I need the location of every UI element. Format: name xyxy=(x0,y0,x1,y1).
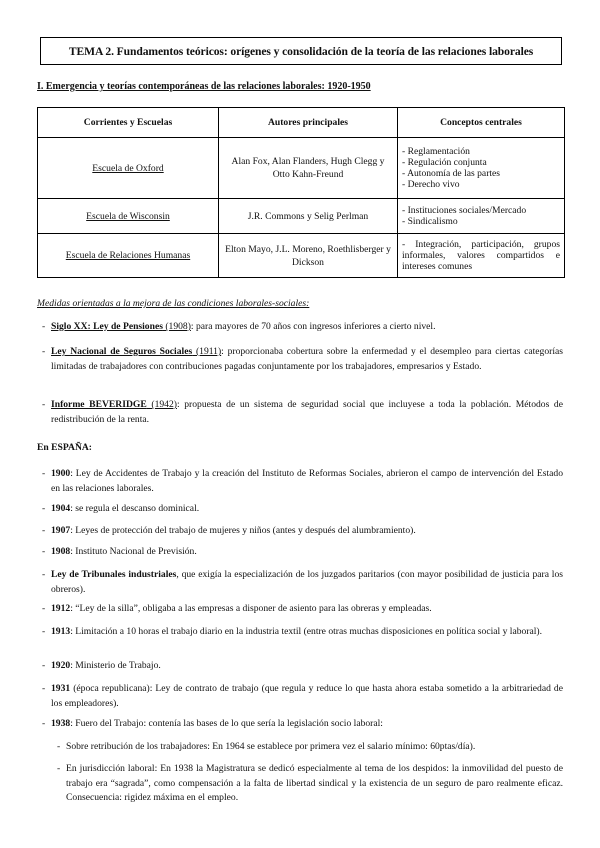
spain-item-lead: 1913 xyxy=(51,626,71,637)
concept-item: - Sindicalismo xyxy=(402,216,458,227)
measure-lead: Siglo XX: Ley de Pensiones xyxy=(51,321,163,332)
spain-sub-mid: : En xyxy=(154,763,174,774)
concept-item: - Derecho vivo xyxy=(402,179,460,190)
concept-item: - Integración, participación, grupos informales, valores compartidos e intereses comunes xyxy=(402,239,560,272)
measure-item: - Ley Nacional de Seguros Sociales (1911): proporcionaba cobertura sobre la enfermedad y el desempleo para ciertas categorías limitadas de trabajadores con contribuciones pagadas conjuntamente por los trabajadores, empresarios y Estado. xyxy=(42,346,563,372)
spain-item-text: : Ministerio de Trabajo. xyxy=(70,660,161,671)
spain-item: - 1920: Ministerio de Trabajo. xyxy=(42,660,161,671)
page-title xyxy=(40,37,562,65)
measure-text: : para mayores de 70 años con ingresos inferiores a cierto nivel. xyxy=(190,321,436,332)
school-authors: Elton Mayo, J.L. Moreno, Roethlisberger y Dickson xyxy=(219,234,398,278)
spain-item: - 1913: Limitación a 10 horas el trabajo diario en la industria textil (entre otras muchas disposiciones en política social y laboral). xyxy=(42,626,543,637)
section-heading: I. Emergencia y teorías contemporáneas de las relaciones laborales: 1920-1950 xyxy=(37,81,371,92)
spain-item: - 1904: se regula el descanso dominical. xyxy=(42,503,200,514)
measure-lead: Informe BEVERIDGE xyxy=(51,399,147,410)
school-name: Escuela de Oxford xyxy=(38,138,219,199)
spain-item-text: : Instituto Nacional de Previsión. xyxy=(70,546,197,557)
concept-item: - Reglamentación xyxy=(402,146,470,157)
table-row xyxy=(38,234,565,278)
school-concepts xyxy=(398,138,565,199)
schools-table xyxy=(37,107,565,278)
concept-item: - Regulación conjunta xyxy=(402,157,487,168)
school-name: Escuela de Wisconsin xyxy=(38,199,219,234)
spain-sub-item: - En jurisdicción laboral: En 1938 la Magistratura se dedicó especialmente al tema de los despidos: la inmovilidad del puesto de trabajo era “sagrada”, como compensación a la falta de libertad sindical y la existencia de un seguro de paro realmente eficaz. Consecuencia: rigidez máxima en el empleo. xyxy=(57,763,563,803)
spain-sub-lead: En jurisdicción laboral xyxy=(66,763,155,774)
spain-item-text: : Ley de Accidentes de Trabajo y la creación del Instituto de Reformas Sociales, abrieron el campo de intervención del Estado en las relaciones laborales. xyxy=(51,468,563,494)
spain-item-lead: 1900 xyxy=(51,468,71,479)
table-header-row xyxy=(38,108,565,138)
table-row xyxy=(38,199,565,234)
measures-heading: Medidas orientadas a la mejora de las condiciones laborales-sociales: xyxy=(37,298,310,309)
measure-item: - Siglo XX: Ley de Pensiones (1908): para mayores de 70 años con ingresos inferiores a cierto nivel. xyxy=(42,321,436,332)
spain-item-lead: 1908 xyxy=(51,546,71,557)
school-concepts xyxy=(398,199,565,234)
spain-item-lead: 1904 xyxy=(51,503,71,514)
spain-item-text: : se regula el descanso dominical. xyxy=(70,503,200,514)
school-concepts xyxy=(398,234,565,278)
spain-sub-text: la Magistratura se dedicó especialmente al tema de los despidos: la inmovilidad del puesto de trabajo era “sagrada”, como compensación a la falta de libertad sindical y la existencia de un seguro de paro realmente eficaz. Consecuencia: rigidez máxima en el empleo. xyxy=(66,763,563,803)
measure-lead: Ley Nacional de Seguros Sociales xyxy=(51,346,193,357)
school-authors: Alan Fox, Alan Flanders, Hugh Clegg y Otto Kahn-Freund xyxy=(219,138,398,199)
measure-item: - Informe BEVERIDGE (1942): propuesta de un sistema de seguridad social que incluyese a toda la población. Métodos de redistribución de la renta. xyxy=(42,399,563,425)
spain-item-lead: Ley de Tribunales industriales xyxy=(51,569,177,580)
spain-sub-lead: Sobre retribución de los trabajadores xyxy=(66,741,208,752)
spain-item-lead: 1938 xyxy=(51,718,71,729)
spain-sub-text: se establece por primera vez el salario mínimo: 60ptas/día). xyxy=(244,741,476,752)
page-title-text: TEMA 2. Fundamentos teóricos: orígenes y consolidación de la teoría de las relaciones laborales xyxy=(68,44,534,58)
spain-item-text: : “Ley de la silla”, obligaba a las empresas a disponer de asiento para las obreras y empleadas. xyxy=(70,603,432,614)
spain-item-text: , que exigía la especialización de los juzgados paritarios (con mayor posibilidad de justicia para los obreros). xyxy=(51,569,563,595)
spain-item: - 1908: Instituto Nacional de Previsión. xyxy=(42,546,197,557)
spain-item: - Ley de Tribunales industriales, que exigía la especialización de los juzgados paritarios (con mayor posibilidad de justicia para los obreros). xyxy=(42,569,563,595)
table-header: Corrientes y Escuelas xyxy=(38,108,219,138)
spain-sub-year: 1964 xyxy=(225,741,245,752)
measure-text: : propuesta de un sistema de seguridad social que incluyese a toda la población. Métodos de redistribución de la renta. xyxy=(51,399,563,425)
measure-year: (1911) xyxy=(192,346,222,357)
spain-sub-item: - Sobre retribución de los trabajadores: En 1964 se establece por primera vez el salario mínimo: 60ptas/día). xyxy=(57,741,476,752)
table-header: Autores principales xyxy=(219,108,398,138)
spain-item-text: : Leyes de protección del trabajo de mujeres y niños (antes y después del alumbramiento). xyxy=(70,525,416,536)
spain-item-text: : Limitación a 10 horas el trabajo diario en la industria textil (entre otras muchas disposiciones en política social y laboral). xyxy=(70,626,543,637)
spain-item-lead: 1907 xyxy=(51,525,71,536)
spain-sub-mid: : En xyxy=(207,741,226,752)
spain-sub-year: 1938 xyxy=(173,763,194,774)
school-authors: J.R. Commons y Selig Perlman xyxy=(219,199,398,234)
spain-item-lead: 1920 xyxy=(51,660,71,671)
concept-item: - Instituciones sociales/Mercado xyxy=(402,205,527,216)
spain-item: - 1938: Fuero del Trabajo: contenía las bases de lo que sería la legislación socio laboral: xyxy=(42,718,383,729)
spain-item-text: : Fuero del Trabajo: contenía las bases de lo que sería la legislación socio laboral: xyxy=(70,718,383,729)
measure-year: (1908) xyxy=(162,321,191,332)
spain-item: - 1900: Ley de Accidentes de Trabajo y la creación del Instituto de Reformas Sociales, abrieron el campo de intervención del Estado en las relaciones laborales. xyxy=(42,468,563,494)
spain-item-lead: 1912 xyxy=(51,603,71,614)
table-header: Conceptos centrales xyxy=(398,108,565,138)
measure-year: (1942) xyxy=(146,399,177,410)
school-name: Escuela de Relaciones Humanas xyxy=(38,234,219,278)
spain-item: - 1907: Leyes de protección del trabajo de mujeres y niños (antes y después del alumbramiento). xyxy=(42,525,416,536)
spain-item-text: (época republicana): Ley de contrato de trabajo (que regula y reduce lo que hasta ahora estaba sometido a la arbitrariedad de los empleadores). xyxy=(51,683,563,709)
spain-item: - 1912: “Ley de la silla”, obligaba a las empresas a disponer de asiento para las obreras y empleadas. xyxy=(42,603,432,614)
spain-item: - 1931 (época republicana): Ley de contrato de trabajo (que regula y reduce lo que hasta ahora estaba sometido a la arbitrariedad de los empleadores). xyxy=(42,683,563,709)
spain-item-lead: 1931 xyxy=(51,683,71,694)
table-row xyxy=(38,138,565,199)
measure-text: : proporcionaba cobertura sobre la enfermedad y el desempleo para ciertas categorías limitadas de trabajadores con contribuciones pagadas conjuntamente por los trabajadores, empresarios y Estado. xyxy=(51,346,563,372)
concept-item: - Autonomía de las partes xyxy=(402,168,501,179)
spain-heading: En ESPAÑA: xyxy=(37,442,92,453)
